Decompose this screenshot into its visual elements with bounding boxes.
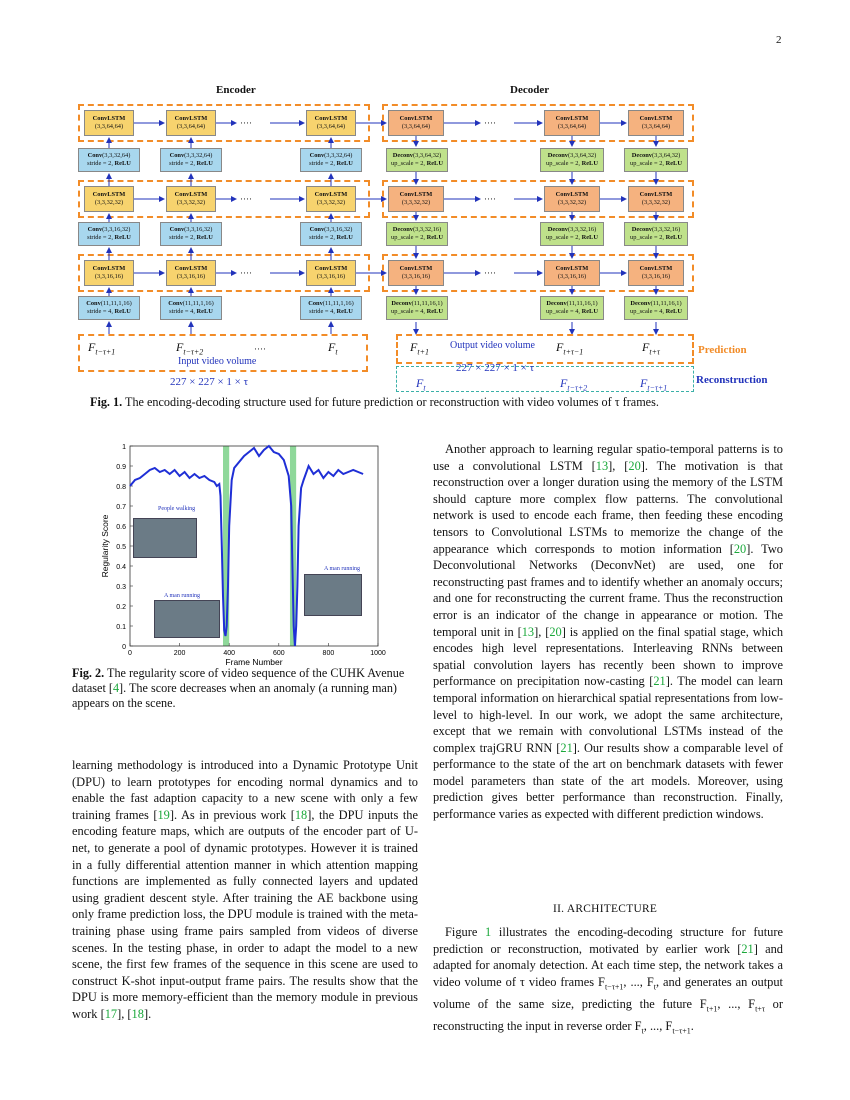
encoder-convlstm: ConvLSTM (3,3,32,32) <box>84 186 134 212</box>
x-tick-label: 800 <box>322 650 335 657</box>
decoder-deconv: Deconv(11,11,16,1) up_scale = 4, ReLU <box>624 296 688 320</box>
scene-photo-people-walking <box>133 518 197 558</box>
figure-2-chart <box>98 438 390 670</box>
y-tick-label: 0.2 <box>116 604 126 611</box>
ellipsis: ···· <box>240 268 252 278</box>
decoder-convlstm: ConvLSTM (3,3,32,32) <box>628 186 684 212</box>
x-tick-label: 0 <box>128 650 132 657</box>
figure-1 <box>70 78 790 398</box>
encoder-conv: Conv(3,3,16,32) stride = 2, ReLU <box>78 222 140 246</box>
decoder-convlstm: ConvLSTM (3,3,16,16) <box>388 260 444 286</box>
output-frame: $F_t$ <box>416 376 426 393</box>
y-tick-label: 1 <box>122 444 126 451</box>
reconstruction-label: Reconstruction <box>696 374 768 386</box>
right-column-paragraph-2: Figure 1 illustrates the encoding-decoding structure for future prediction or reconstruction, motivated by earlier work [21] and adapted for anomaly detection. At each time step, the network takes a video volume of τ video frames $F_{t-\tau+1}$, ..., $F_t$, and generates an output volume of the same size, predicting the future $F_{t+1}$, ..., $F_{t+\tau}$ or reconstructing the input in reverse order $F_t$, ..., $F_{t-\tau+1}$. <box>433 925 784 1036</box>
encoder-conv: Conv(11,11,1,16) stride = 4, ReLU <box>160 296 222 320</box>
encoder-conv: Conv(11,11,1,16) stride = 4, ReLU <box>78 296 140 320</box>
output-frame: $F_{t-\tau+2}$ <box>560 376 588 393</box>
input-volume-label: Input video volume <box>178 356 257 367</box>
annotation-people-walking: People walking <box>158 506 196 512</box>
y-axis-label: Regularity Score <box>100 514 110 578</box>
y-tick-label: 0.1 <box>116 624 126 631</box>
x-tick-label: 400 <box>223 650 236 657</box>
output-frame: $F_{t-\tau+1}$ <box>640 376 668 393</box>
decoder-convlstm: ConvLSTM (3,3,32,32) <box>544 186 600 212</box>
y-tick-label: 0 <box>122 644 126 651</box>
y-tick-label: 0.9 <box>116 464 126 471</box>
input-frame: $F_{t-\tau+1}$ <box>88 340 116 357</box>
figure-1-caption: Fig. 1. The encoding-decoding structure used for future prediction or reconstruction with video volumes of τ frames. <box>90 395 659 409</box>
encoder-title: Encoder <box>216 84 256 96</box>
encoder-conv: Conv(11,11,1,16) stride = 4, ReLU <box>300 296 362 320</box>
decoder-deconv: Deconv(3,3,64,32) up_scale = 2, ReLU <box>624 148 688 172</box>
input-dimension: 227 × 227 × 1 × τ <box>170 376 249 388</box>
annotation-man-running-1: A man running <box>164 593 200 599</box>
prediction-label: Prediction <box>698 344 747 356</box>
left-column-paragraph: learning methodology is introduced into a Dynamic Prototype Unit (DPU) to learn prototypes for encoding normal dynamics and to enable the fast adaption capacity to a new scene with only a few training frames [19]. As in previous work [18], the DPU inputs the encoding feature maps, which are outputs of the encoder part of U-net, to generate a pool of dynamic prototypes. However it is trained in a fully differential attention manner in which attention mapping functions are implemented as fully connected layers and updated using gradient descent style. After training the AE backbone using only frame prediction loss, the DPU module is trained with the meta-training phase using frame pairs sampled from videos of diverse scenes. In the testing phase, in order to adapt the model to a new scene, the first few frames of the sequence in this scene are used to construct K-shot input-output frame pairs. The results show that the DPU is more memory-efficient than the memory module in previous work [17], [18]. <box>72 758 418 1021</box>
input-frame: $F_t$ <box>328 340 338 357</box>
ellipsis: ···· <box>484 118 496 128</box>
encoder-convlstm: ConvLSTM (3,3,16,16) <box>166 260 216 286</box>
decoder-convlstm: ConvLSTM (3,3,32,32) <box>388 186 444 212</box>
encoder-conv: Conv(3,3,32,64) stride = 2, ReLU <box>160 148 222 172</box>
ellipsis: ···· <box>484 194 496 204</box>
x-axis-label: Frame Number <box>225 657 283 667</box>
encoder-convlstm: ConvLSTM (3,3,32,32) <box>306 186 356 212</box>
y-tick-label: 0.8 <box>116 484 126 491</box>
output-dimension: 227 × 227 × 1 × τ <box>456 362 535 374</box>
section-title: II. ARCHITECTURE <box>553 903 658 915</box>
y-tick-label: 0.3 <box>116 584 126 591</box>
decoder-deconv: Deconv(3,3,64,32) up_scale = 2, ReLU <box>540 148 604 172</box>
decoder-convlstm: ConvLSTM (3,3,64,64) <box>628 110 684 136</box>
page-number: 2 <box>776 34 782 46</box>
encoder-convlstm: ConvLSTM (3,3,64,64) <box>84 110 134 136</box>
decoder-deconv: Deconv(3,3,64,32) up_scale = 2, ReLU <box>386 148 448 172</box>
encoder-convlstm: ConvLSTM (3,3,64,64) <box>306 110 356 136</box>
x-tick-label: 600 <box>272 650 285 657</box>
output-frame: $F_{t+\tau-1}$ <box>556 340 584 357</box>
decoder-deconv: Deconv(11,11,16,1) up_scale = 4, ReLU <box>540 296 604 320</box>
encoder-convlstm: ConvLSTM (3,3,32,32) <box>166 186 216 212</box>
encoder-conv: Conv(3,3,16,32) stride = 2, ReLU <box>300 222 362 246</box>
decoder-deconv: Deconv(3,3,32,16) up_scale = 2, ReLU <box>386 222 448 246</box>
output-frame: $F_{t+\tau}$ <box>642 340 660 357</box>
decoder-title: Decoder <box>510 84 550 96</box>
decoder-deconv: Deconv(3,3,32,16) up_scale = 2, ReLU <box>540 222 604 246</box>
scene-photo-man-running-2 <box>304 574 362 616</box>
encoder-conv: Conv(3,3,32,64) stride = 2, ReLU <box>78 148 140 172</box>
decoder-convlstm: ConvLSTM (3,3,16,16) <box>544 260 600 286</box>
encoder-conv: Conv(3,3,32,64) stride = 2, ReLU <box>300 148 362 172</box>
ellipsis: ···· <box>240 194 252 204</box>
input-frame: $F_{t-\tau+2}$ <box>176 340 204 357</box>
scene-photo-man-running-1 <box>154 600 220 638</box>
ellipsis: ···· <box>240 118 252 128</box>
encoder-conv: Conv(3,3,16,32) stride = 2, ReLU <box>160 222 222 246</box>
right-column-paragraph-1: Another approach to learning regular spatio-temporal patterns is to use a convolutional LSTM [13], [20]. The motivation is that reconstruction over a longer duration using the memory of the LSTM should capture more complex flow patterns. The convolutional network is used to encode each frame, then feeding these encoding tensors to Convolutional LSTMs to memorize the change of the appearance which corresponds to motion information [20]. Two Deconvolutional Networks (DeconvNet) are used, one for reconstructing past frames and to identify whether an anomaly occurs; and one for reconstructing the current frame. Thus the reconstruction error is an indicator of the change in appearance or motion. The temporal unit in [13], [20] is applied on the final spatial stage, which encodes high level representations. Interleaving RNNs between spatial convolution layers has recently been shown to improve performance on precipitation now-casting [21]. The model can learn temporal information on hierarchical spatial representations from low-level to high-level. In our work, we adopt the same architecture, except that we remain with convolutional LSTMs instead of the complex trajGRU RNN [21]. Our results show a comparable level of performance to the state of the art on benchmark datasets with fewer model parameters than state of the art models. Moreover, using prediction gives better performance than reconstruction. Finally, performance varies as expected with different prediction windows. <box>433 442 784 822</box>
ellipsis: ···· <box>254 344 266 354</box>
decoder-convlstm: ConvLSTM (3,3,64,64) <box>544 110 600 136</box>
decoder-convlstm: ConvLSTM (3,3,16,16) <box>628 260 684 286</box>
output-frame: $F_{t+1}$ <box>410 340 429 357</box>
decoder-deconv: Deconv(3,3,32,16) up_scale = 2, ReLU <box>624 222 688 246</box>
encoder-convlstm: ConvLSTM (3,3,64,64) <box>166 110 216 136</box>
annotation-man-running-2: A man running <box>324 566 360 572</box>
y-tick-label: 0.7 <box>116 504 126 511</box>
y-tick-label: 0.6 <box>116 524 126 531</box>
encoder-convlstm: ConvLSTM (3,3,16,16) <box>306 260 356 286</box>
x-tick-label: 1000 <box>370 650 386 657</box>
decoder-convlstm: ConvLSTM (3,3,64,64) <box>388 110 444 136</box>
encoder-convlstm: ConvLSTM (3,3,16,16) <box>84 260 134 286</box>
figure-2-caption: Fig. 2. The regularity score of video sequence of the CUHK Avenue dataset [4]. The score decreases when an anomaly (a running man) appears on the scene. <box>72 666 405 710</box>
y-tick-label: 0.5 <box>116 544 126 551</box>
x-tick-label: 200 <box>173 650 186 657</box>
output-volume-label: Output video volume <box>450 340 535 351</box>
y-tick-label: 0.4 <box>116 564 126 571</box>
ellipsis: ···· <box>484 268 496 278</box>
decoder-deconv: Deconv(11,11,16,1) up_scale = 4, ReLU <box>386 296 448 320</box>
